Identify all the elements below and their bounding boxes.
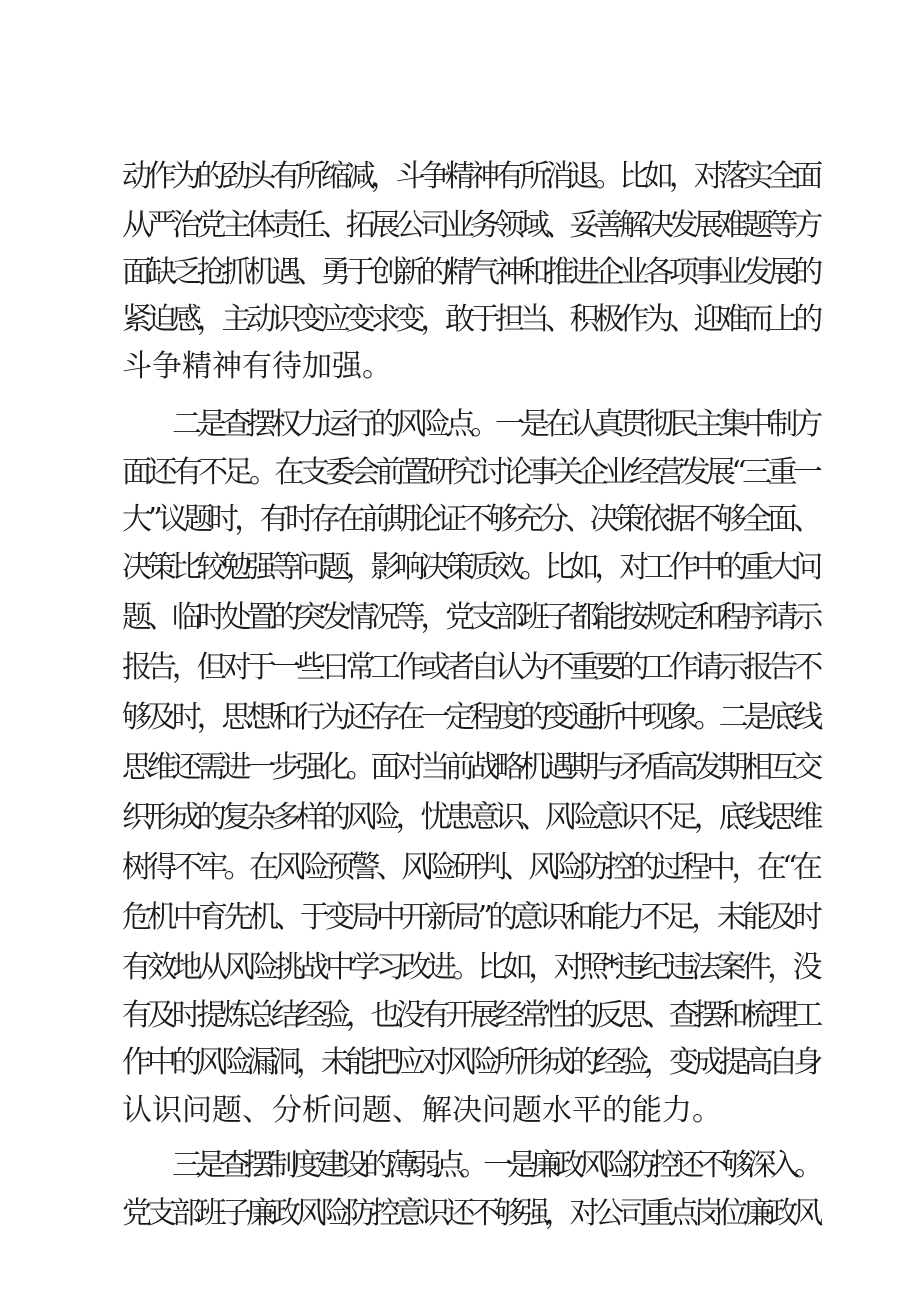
text-line: 党支部班子廉政风险防控意识还不够强，对公司重点岗位廉政风 <box>122 1196 819 1231</box>
text-line: 动作为的劲头有所缩减，斗争精神有所消退。比如，对落实全面 <box>122 159 819 194</box>
text-line: 有效地从风险挑战中学习改进。比如，对照*违纪违法案件，没 <box>122 950 818 985</box>
text-line: 斗争精神有待加强。 <box>122 349 392 384</box>
text-line: 面缺乏抢抓机遇、勇于创新的精气神和推进企业各项事业发展的 <box>122 255 819 290</box>
text-line: 思维还需进一步强化。面对当前战略机遇期与矛盾高发期相互交 <box>122 750 819 785</box>
paragraph-heading-line: 三是查摆制度建设的薄弱点。一是廉政风险防控还不够深入。 <box>172 1148 819 1183</box>
text-line: 从严治党主体责任、拓展公司业务领域、妥善解决发展难题等方 <box>122 208 819 243</box>
text-line: 织形成的复杂多样的风险，忧患意识、风险意识不足，底线思维 <box>122 800 819 835</box>
text-line: 作中的风险漏洞，未能把应对风险所形成的经验，变成提高自身 <box>122 1045 819 1080</box>
paragraph-heading-line: 二是查摆权力运行的风险点。一是在认真贯彻民主集中制方 <box>172 407 819 442</box>
text-line: 面还有不足。在支委会前置研究讨论事关企业经营发展“三重一 <box>122 455 819 490</box>
text-line: 报告，但对于一些日常工作或者自认为不重要的工作请示报告不 <box>122 650 819 685</box>
text-line: 紧迫感，主动识变应变求变，敢于担当、积极作为、迎难而上的 <box>122 302 819 337</box>
text-line: 树得不牢。在风险预警、风险研判、风险防控的过程中，在“在 <box>122 850 819 885</box>
text-line: 有及时提炼总结经验，也没有开展经常性的反思、查摆和梳理工 <box>122 998 819 1033</box>
text-line: 决策比较勉强等问题，影响决策质效。比如，对工作中的重大问 <box>122 550 819 585</box>
text-line: 够及时，思想和行为还存在一定程度的变通折中现象。二是底线 <box>122 700 819 735</box>
text-line: 题、临时处置的突发情况等，党支部班子都能按规定和程序请示 <box>122 600 819 635</box>
text-line: 大”议题时，有时存在前期论证不够充分、决策依据不够全面、 <box>122 502 819 537</box>
text-line: 危机中育先机、于变局中开新局”的意识和能力不足，未能及时 <box>122 900 819 935</box>
text-line: 认识问题、分析问题、解决问题水平的能力。 <box>122 1093 722 1128</box>
